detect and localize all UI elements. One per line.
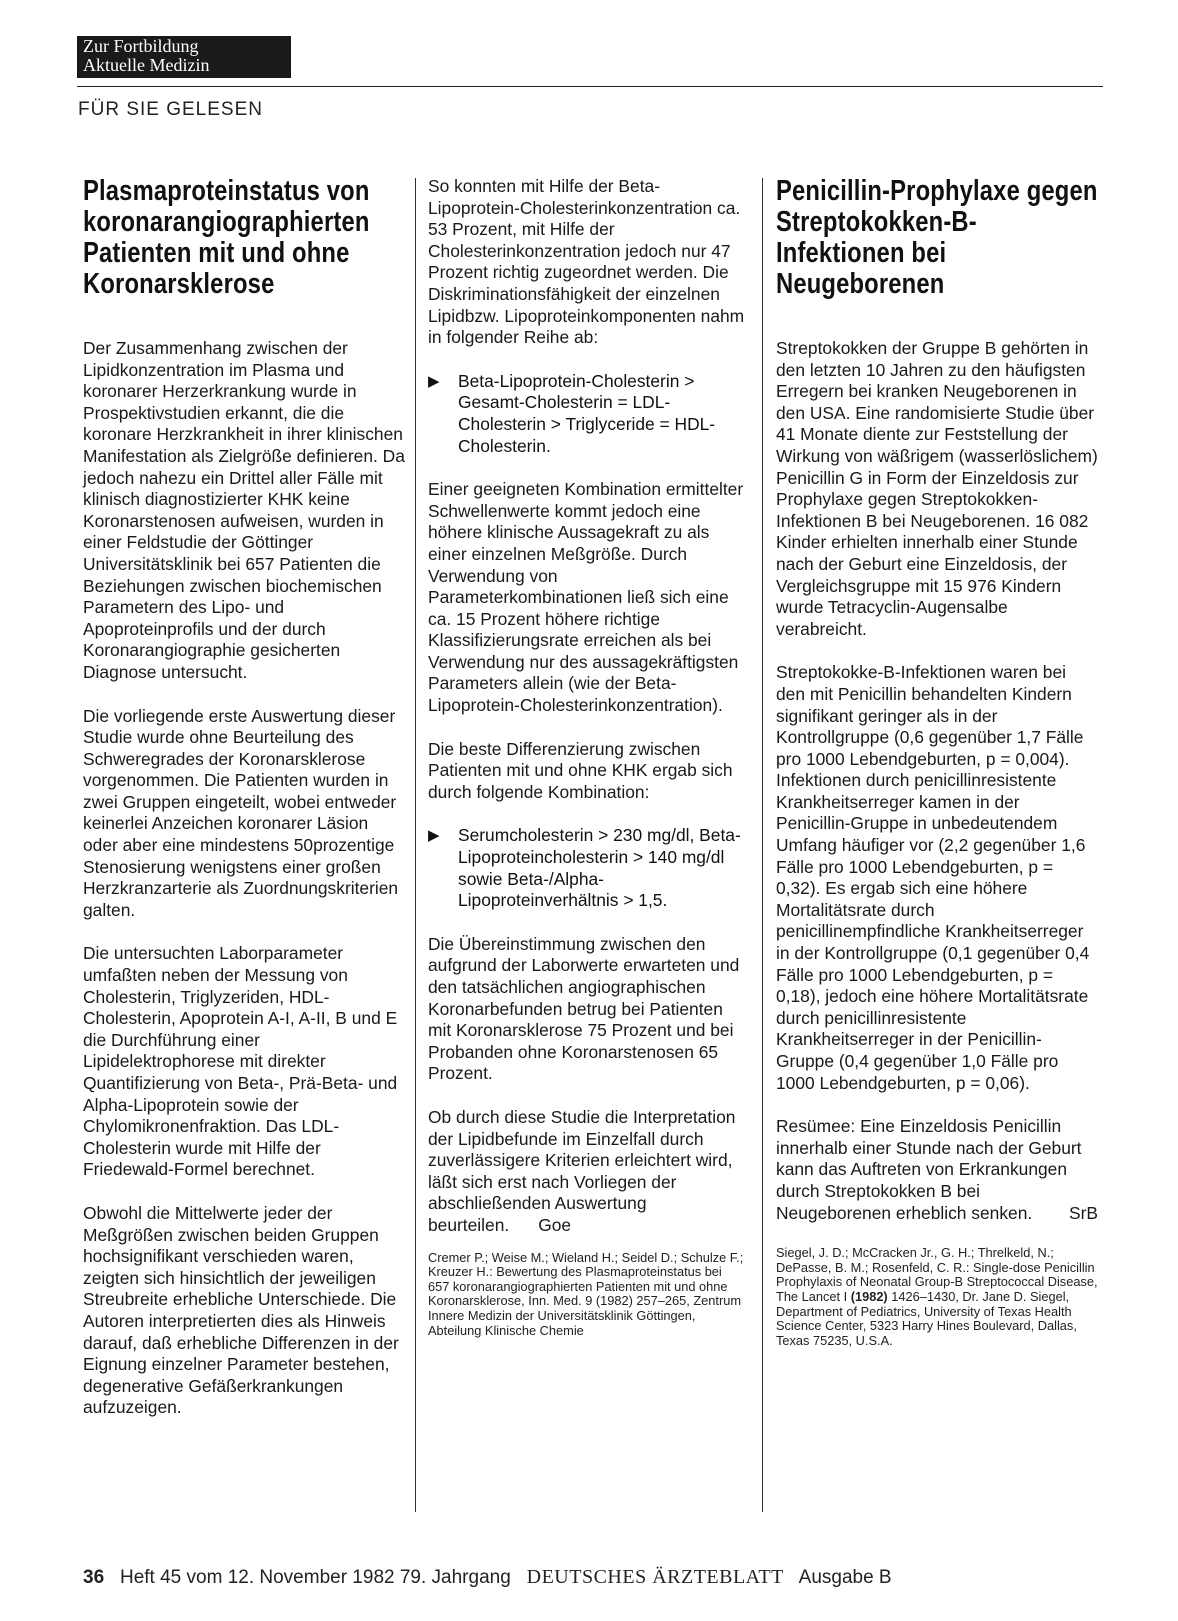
article1-reference: Cremer P.; Weise M.; Wieland H.; Seidel D.; Schulze F.; Kreuzer H.: Bewertung des Plasmaproteinstatus bei 657 koronarangiographierten Patienten mit und ohne Koronarsklerose, Inn. Med. 9 (1982) 257–265, Zentrum Innere Medizin der Universitätsklinik Göttingen, Abteilung Klinische Chemie <box>428 1249 744 1338</box>
magazine-name: DEUTSCHES ÄRZTEBLATT <box>526 1566 784 1588</box>
article1-paragraph-8: Die Übereinstimmung zwischen den aufgrund der Laborwerte erwarteten und den tatsächlichen angiographischen Koronarbefunden betrug bei Patienten mit Koronarsklerose 75 Prozent und bei Probanden ohne Koronarstenosen 65 Prozent. <box>428 933 740 1084</box>
column-divider-2 <box>762 178 763 1512</box>
article2-signature: SrB <box>1069 1202 1098 1223</box>
article2-paragraph-1: Streptokokken der Gruppe B gehörten in den letzten 10 Jahren zu den häufigsten Erregern bei kranken Neugeborenen in den USA. Eine randomisierte Studie über 41 Monate diente zur Feststellung der Wirkung von wäßrigem (wasserlöslichem) Penicillin G in Form der Einzeldosis zur Prophylaxe gegen Streptokokken-Infektionen B bei Neugeborenen. 16 082 Kinder erhielten innerhalb einer Stunde nach der Geburt eine Einzeldosis, der Vergleichsgruppe mit 15 976 Kindern wurde Tetracyclin-Augensalbe verabreicht. <box>776 338 1098 639</box>
column-2 <box>428 176 746 1338</box>
article2-title: Penicillin-Prophylaxe gegen Streptokokken-B-Infektionen bei Neugeborenen <box>776 175 1098 300</box>
article2-reference-part2: 1426–1430, Dr. Jane D. Siegel, Department of Pediatrics, University of Texas Health Science Center, 5323 Harry Hines Boulevard, Dallas, Texas 75235, U.S.A. <box>776 1288 1077 1348</box>
article1-paragraph-3: Die untersuchten Laborparameter umfaßten neben der Messung von Cholesterin, Triglyzeriden, HDL-Cholesterin, Apoprotein A-I, A-II, B und E die Durchführung einer Lipidelektrophorese mit direkter Quantifizierung von Beta-, Prä-Beta- und Alpha-Lipoprotein sowie der Chylomikronenfraktion. Das LDL-Cholesterin wurde mit Hilfe der Friedewald-Formel berechnet. <box>83 943 398 1180</box>
header-rule <box>77 86 1103 87</box>
column-3 <box>776 176 1098 1348</box>
article1-paragraph-2: Die vorliegende erste Auswertung dieser Studie wurde ohne Beurteilung des Schweregrades der Koronarsklerose vorgenommen. Die Patienten wurden in zwei Gruppen eingeteilt, wobei entweder keinerlei Anzeichen koronarer Läsion oder aber eine mindestens 50prozentige Stenosierung wenigstens einer großen Herzkranzarterie als Zuordnungskriterien galten. <box>83 705 399 920</box>
page-number: 36 <box>83 1567 105 1588</box>
article1-title: Plasmaproteinstatus von koronarangiographierten Patienten mit und ohne Koronarsklerose <box>83 175 370 300</box>
article1-paragraph-5: So konnten mit Hilfe der Beta-Lipoprotein-Cholesterinkonzentration ca. 53 Prozent, mit Hilfe der Cholesterinkonzentration jedoch nur 47 Prozent richtig zugeordnet werden. Die Diskriminationsfähigkeit der einzelnen Lipidbzw. Lipoproteinkomponenten nahm in folgender Reihe ab: <box>428 176 745 348</box>
section-label-line2: Aktuelle Medizin <box>83 55 210 75</box>
bullet-text-1: Beta-Lipoprotein-Cholesterin > Gesamt-Cholesterin = LDL-Cholesterin > Triglyceride = HDL-Cholesterin. <box>458 370 716 456</box>
article2-reference <box>776 1246 1098 1348</box>
bullet-item-2 <box>428 825 746 911</box>
triangle-bullet-icon: ▶ <box>428 827 440 845</box>
bullet-text-2: Serumcholesterin > 230 mg/dl, Beta-Lipoproteincholesterin > 140 mg/dl sowie Beta-/Alpha-Lipoproteinverhältnis > 1,5. <box>458 825 741 911</box>
section-label <box>77 36 291 78</box>
article1-paragraph-4: Obwohl die Mittelwerte jeder der Meßgrößen zwischen beiden Gruppen hochsignifikant verschieden waren, zeigten sich hinsichtlich der jeweiligen Streubreite erhebliche Unterschiede. Die Autoren interpretierten dies als Hinweis darauf, daß erhebliche Differenzen in der Eignung einzelner Parameter bestehen, degenerative Gefäßerkrankungen aufzuzeigen. <box>83 1202 399 1418</box>
article1-signature: Goe <box>538 1214 572 1235</box>
article2-paragraph-3 <box>776 1116 1098 1224</box>
article2-paragraph-2: Streptokokke-B-Infektionen waren bei den mit Penicillin behandelten Kindern signifikant geringer als in der Kontrollgruppe (0,6 gegenüber 1,7 Fälle pro 1000 Lebendgeburten, p = 0,004). Infektionen durch penicillinresistente Krankheitserreger kamen in der Penicillin-Gruppe in unbedeutendem Umfang häufiger vor (2,2 gegenüber 1,6 Fälle pro 1000 Lebendgeburten, p = 0,32). Es ergab sich eine höhere Mortalitätsrate durch penicillinempfindliche Krankheitserreger in der Kontrollgruppe (0,1 gegenüber 0,4 Fälle pro 1000 Lebendgeburten, p = 0,18), jedoch eine höhere Mortalitätsrate durch penicillinresistente Krankheitserreger in der Penicillin-Gruppe (0,4 gegenüber 1,0 Fälle pro 1000 Lebendgeburten, p = 0,06). <box>776 662 1090 1093</box>
section-label-line1: Zur Fortbildung <box>83 36 199 56</box>
article1-paragraph-9 <box>428 1107 746 1237</box>
article2-reference-year: (1982) <box>850 1288 888 1304</box>
kicker: FÜR SIE GELESEN <box>78 99 263 120</box>
column-divider-1 <box>415 178 416 1512</box>
article2-reference-part1: Siegel, J. D.; McCracken Jr., G. H.; Threlkeld, N.; DePasse, B. M.; Rosenfeld, C. R.: Single-dose Penicillin Prophylaxis of Neonatal Group-B Streptococcal Disease, The Lancet I <box>776 1245 1098 1304</box>
article1-paragraph-7: Die beste Differenzierung zwischen Patienten mit und ohne KHK ergab sich durch folgende Kombination: <box>428 738 733 802</box>
column-1 <box>83 176 405 1441</box>
article1-paragraph-6: Einer geeigneten Kombination ermittelter Schwellenwerte kommt jedoch eine höhere klinische Aussagekraft zu als einer einzelnen Meßgröße. Durch Verwendung von Parameterkombinationen ließ sich eine ca. 15 Prozent höhere richtige Klassifizierungsrate erreichen als bei Verwendung nur des aussagekräftigsten Parameters allein (wie der Beta-Lipoprotein-Cholesterinkonzentration). <box>428 479 744 716</box>
bullet-item-1 <box>428 371 746 457</box>
triangle-bullet-icon: ▶ <box>428 372 440 390</box>
issue-info: Heft 45 vom 12. November 1982 79. Jahrgang <box>119 1567 511 1588</box>
article1-paragraph-1: Der Zusammenhang zwischen der Lipidkonzentration im Plasma und koronarer Herzerkrankung wurde in Prospektivstudien erkannt, die die koronare Herzkrankheit in ihrer klinischen Manifestation als Zielgröße definieren. Da jedoch nahezu ein Drittel aller Fälle mit klinisch diagnostizierter KHK keine Koronarstenosen aufweisen, wurden in einer Feldstudie der Göttinger Universitätsklinik bei 657 Patienten die Beziehungen zwischen biochemischen Parametern des Lipo- und Apoproteinprofils und der durch Koronarangiographie gesicherten Diagnose untersucht. <box>83 338 405 682</box>
page-footer <box>83 1566 892 1589</box>
article2-paragraph-3-text: Resümee: Eine Einzeldosis Penicillin innerhalb einer Stunde nach der Geburt kann das Auftreten von Erkrankungen durch Streptokokken B bei Neugeborenen erheblich senken. <box>776 1116 1082 1223</box>
edition: Ausgabe B <box>798 1567 892 1588</box>
article1-paragraph-9-text: Ob durch diese Studie die Interpretation der Lipidbefunde im Einzelfall durch zuverlässigere Kriterien erleichtert wird, läßt sich erst nach Vorliegen der abschließenden Auswertung beurteilen. <box>428 1106 736 1235</box>
